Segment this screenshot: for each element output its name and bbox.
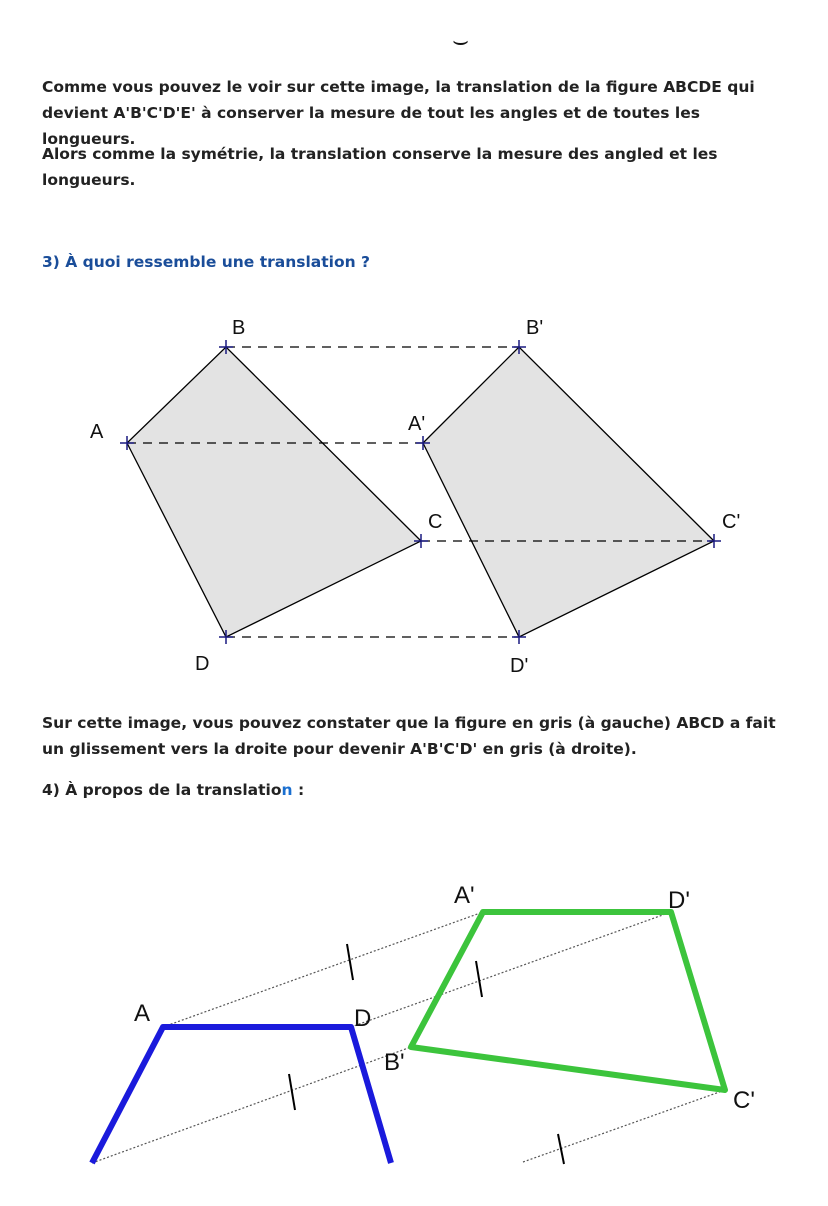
heading4-n: n — [281, 781, 293, 799]
label-c: C — [428, 511, 443, 533]
label-a: A — [90, 421, 104, 443]
label-a-prime: A' — [408, 413, 426, 435]
dotted-vectors — [92, 912, 725, 1163]
label-b: B — [232, 317, 246, 339]
label-c-prime: C' — [722, 511, 741, 533]
shape-abcd — [127, 347, 421, 637]
translation-figure-2 — [0, 870, 828, 1170]
label2-a-prime: A' — [454, 882, 475, 909]
label2-b-prime: B' — [384, 1049, 405, 1076]
paragraph-glissement: Sur cette image, vous pouvez constater que la figure en gris (à gauche) ABCD a fait un glissement vers la droite pour devenir A'B'C'D' en gris (à droite). — [42, 714, 776, 758]
translation-figure-1 — [0, 310, 828, 680]
paragraph-symmetry: Alors comme la symétrie, la translation conserve la mesure des angled et les longueurs. — [42, 145, 718, 189]
heading4-colon: : — [292, 781, 305, 799]
label-d: D — [195, 653, 210, 675]
heading4-text: 4) À propos de la translatio — [42, 781, 282, 799]
paragraph-conservation: Comme vous pouvez le voir sur cette image, la translation de la figure ABCDE qui devient A'B'C'D'E' à conserver la mesure de tout les angles et de toutes les longueurs. — [42, 78, 755, 148]
equal-length-ticks — [289, 944, 564, 1164]
label-d-prime: D' — [510, 655, 529, 677]
top-mark: ⌣ — [452, 26, 470, 56]
label2-c-prime: C' — [733, 1087, 755, 1114]
green-quadrilateral — [411, 912, 725, 1090]
shape-a2b2c2d2 — [423, 347, 714, 637]
section-heading-3: 3) À quoi ressemble une translation ? — [42, 253, 371, 271]
section-heading-4 — [42, 777, 787, 803]
blue-quadrilateral — [92, 1027, 391, 1163]
label2-d-prime: D' — [668, 887, 690, 914]
label2-a: A — [134, 1000, 151, 1027]
label2-d: D — [354, 1005, 372, 1032]
label-b-prime: B' — [526, 317, 544, 339]
